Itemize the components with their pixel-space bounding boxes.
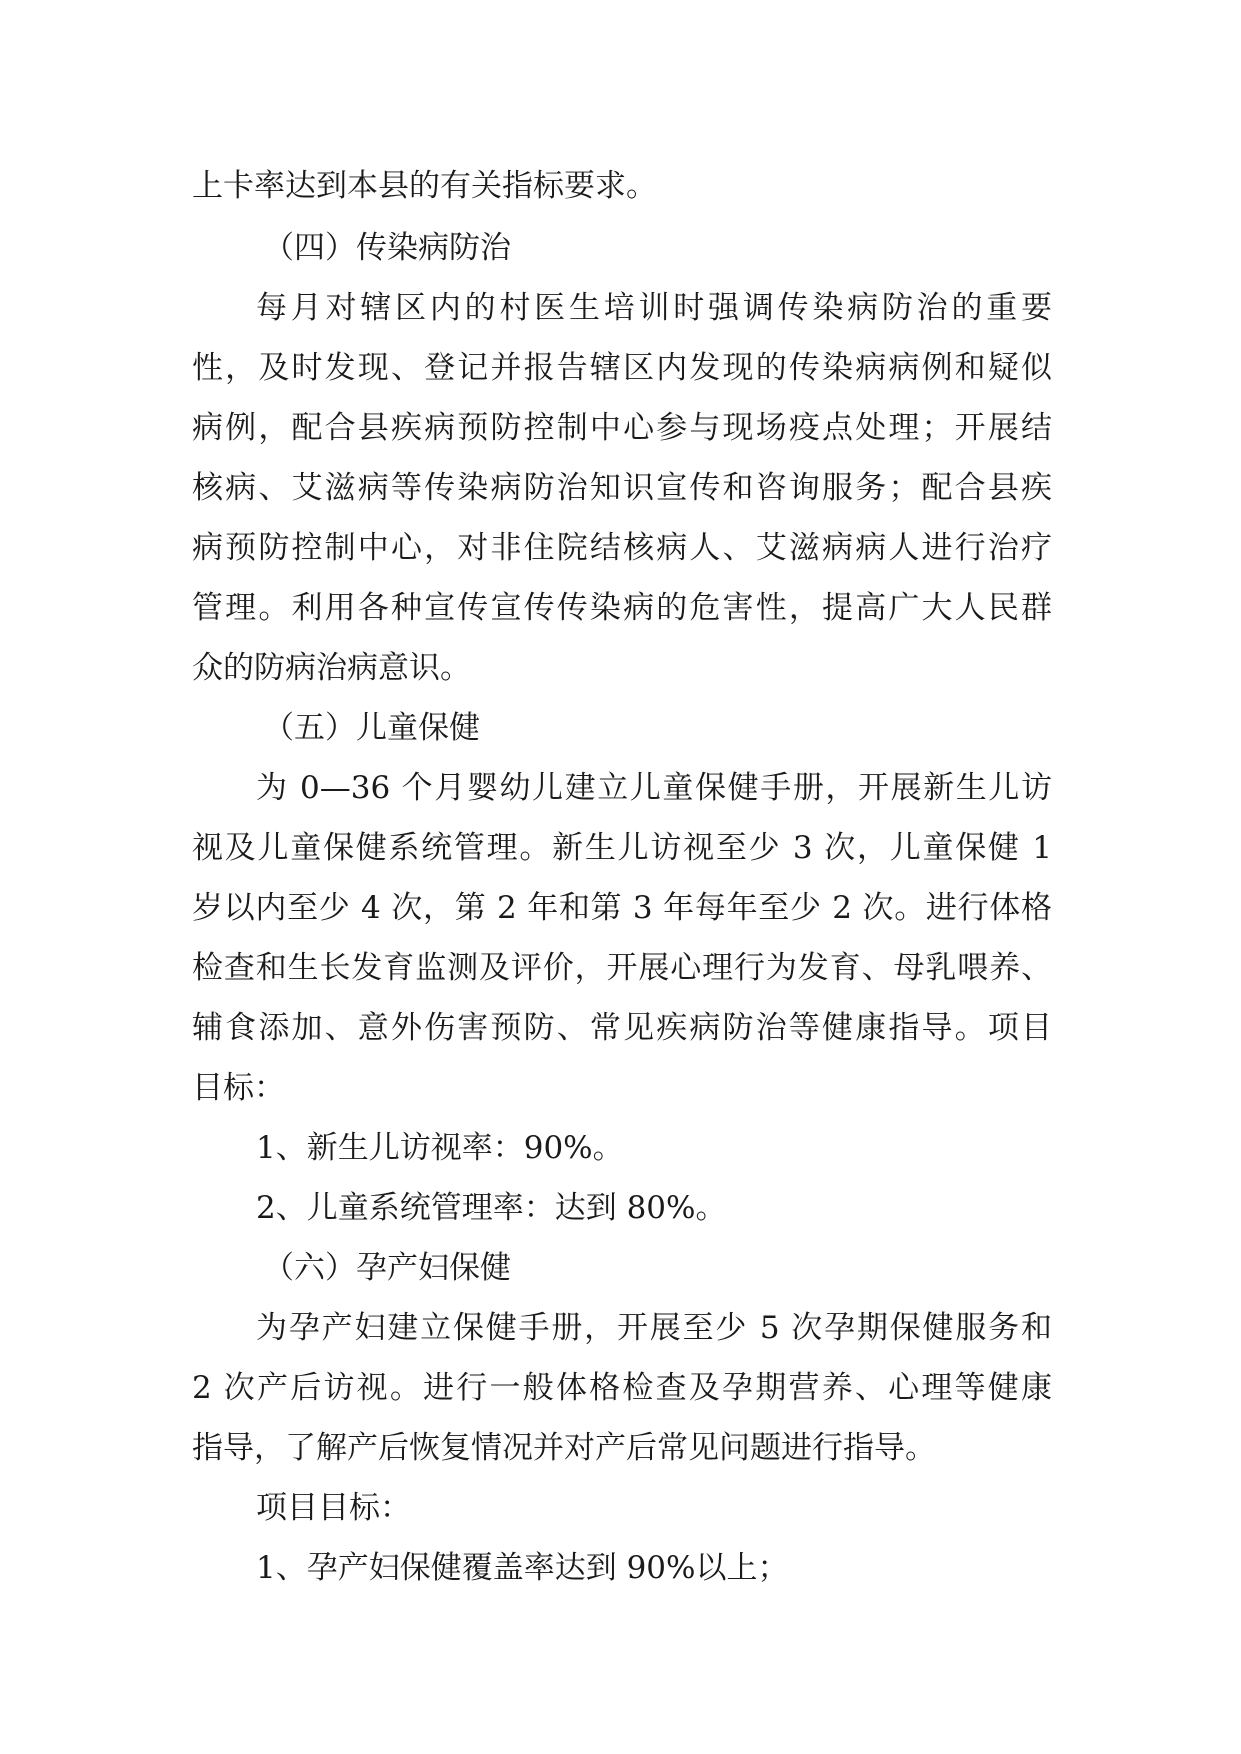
section-heading-6: （六）孕产妇保健 — [263, 1250, 511, 1286]
paragraph-line: 检查和生长发育监测及评价，开展心理行为发育、母乳喂养、 — [192, 950, 1052, 986]
paragraph-line: 性，及时发现、登记并报告辖区内发现的传染病病例和疑似 — [192, 350, 1052, 386]
list-item: 2、儿童系统管理率：达到 80%。 — [256, 1190, 727, 1226]
paragraph-line: 管理。利用各种宣传宣传传染病的危害性，提高广大人民群 — [192, 590, 1052, 626]
paragraph-line: 指导，了解产后恢复情况并对产后常见问题进行指导。 — [192, 1430, 936, 1466]
paragraph-line: 每月对辖区内的村医生培训时强调传染病防治的重要 — [256, 290, 1052, 326]
paragraph-line: 众的防病治病意识。 — [192, 650, 471, 686]
paragraph-line: 视及儿童保健系统管理。新生儿访视至少 3 次，儿童保健 1 — [192, 830, 1052, 866]
list-item: 1、孕产妇保健覆盖率达到 90%以上； — [256, 1550, 789, 1586]
paragraph-line: 岁以内至少 4 次，第 2 年和第 3 年每年至少 2 次。进行体格 — [192, 890, 1052, 926]
section-heading-4: （四）传染病防治 — [263, 230, 511, 266]
paragraph-line: 为孕产妇建立保健手册，开展至少 5 次孕期保健服务和 — [256, 1310, 1052, 1346]
paragraph-line: 上卡率达到本县的有关指标要求。 — [192, 168, 657, 204]
list-item: 1、新生儿访视率：90%。 — [256, 1130, 624, 1166]
paragraph-line: 病例，配合县疾病预防控制中心参与现场疫点处理；开展结 — [192, 410, 1052, 446]
paragraph-line: 核病、艾滋病等传染病防治知识宣传和咨询服务；配合县疾 — [192, 470, 1052, 506]
paragraph-line: 病预防控制中心，对非住院结核病人、艾滋病病人进行治疗 — [192, 530, 1052, 566]
paragraph-line: 目标： — [192, 1070, 285, 1106]
paragraph-line: 2 次产后访视。进行一般体格检查及孕期营养、心理等健康 — [192, 1370, 1052, 1406]
paragraph-line: 为 0—36 个月婴幼儿建立儿童保健手册，开展新生儿访 — [256, 770, 1052, 806]
paragraph-line: 辅食添加、意外伤害预防、常见疾病防治等健康指导。项目 — [192, 1010, 1052, 1046]
section-heading-5: （五）儿童保健 — [263, 710, 480, 746]
paragraph-line: 项目目标： — [256, 1490, 411, 1526]
